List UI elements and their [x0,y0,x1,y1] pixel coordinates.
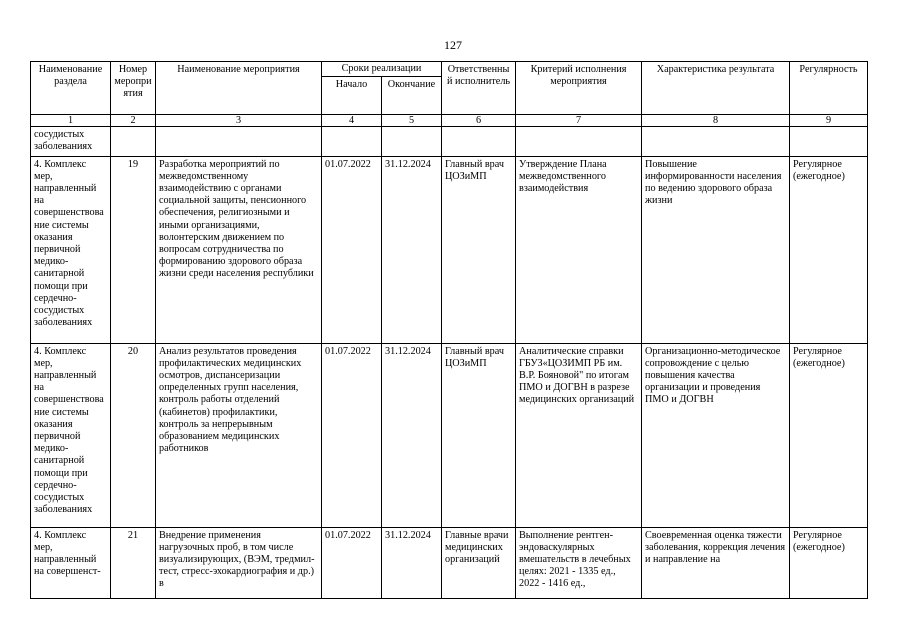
header-section: Наименование раздела [31,62,111,115]
end-cell: 31.12.2024 [382,343,442,527]
end-cell: 31.12.2024 [382,527,442,598]
number-cell: 21 [111,527,156,598]
table-row [31,343,868,527]
criterion-cell: Утверждение Плана межведомственного взаимодействия [516,156,642,343]
header-start: Начало [322,77,382,115]
regularity-cell: Регулярное (ежегодное) [790,527,868,598]
result-cell: Своевременная оценка тяжести заболевания, коррекция лечения и направление на [642,527,790,598]
responsible-cell: Главный врач ЦОЗиМП [442,156,516,343]
result-cell: Повышение информированности населения по ведению здорового образа жизни [642,156,790,343]
column-number: 2 [111,115,156,127]
page-number: 127 [444,38,462,52]
column-number-row [31,115,868,127]
header-result: Характеристика результата [642,62,790,115]
table-row [31,527,868,598]
event-cell: Анализ результатов проведения профилактических медицинских осмотров, диспансеризации определенных групп населения, контроль работы отделений (кабинетов) профилактики, контроль за непрерывным образованием медицинских работников [156,343,322,527]
responsible-cell: Главные врачи медицинских организаций [442,527,516,598]
column-number: 7 [516,115,642,127]
header-terms: Сроки реализации [322,62,442,77]
measures-table [30,61,868,599]
column-number: 5 [382,115,442,127]
section-cell: 4. Комплекс мер, направленный на совершенствование системы оказания первичной медико-санитарной помощи при сердечно-сосудистых заболеваниях [31,156,111,343]
header-criterion: Критерий исполнения мероприятия [516,62,642,115]
number-cell: 19 [111,156,156,343]
column-number: 1 [31,115,111,127]
regularity-cell: Регулярное (ежегодное) [790,343,868,527]
end-cell: 31.12.2024 [382,156,442,343]
column-number: 6 [442,115,516,127]
start-cell: 01.07.2022 [322,527,382,598]
result-cell: Организационно-методическое сопровождение с целью повышения качества организации и проведения ПМО и ДОГВН [642,343,790,527]
start-cell: 01.07.2022 [322,156,382,343]
responsible-cell: Главный врач ЦОЗиМП [442,343,516,527]
criterion-cell: Выполнение рентген-эндоваскулярных вмешательств в лечебных целях: 2021 - 1335 ед., 2022 - 1416 ед., [516,527,642,598]
column-number: 9 [790,115,868,127]
section-cell: 4. Комплекс мер, направленный на совершенствование системы оказания первичной медико-санитарной помощи при сердечно-сосудистых заболеваниях [31,343,111,527]
table-row [31,156,868,343]
header-responsible: Ответственный исполнитель [442,62,516,115]
number-cell: 20 [111,343,156,527]
criterion-cell: Аналитические справки ГБУЗ«ЦОЗИМП РБ им. В.Р. Бояновой" по итогам ПМО и ДОГВН в разрезе медицинских организаций [516,343,642,527]
header-row [31,62,868,77]
column-number: 8 [642,115,790,127]
header-end: Окончание [382,77,442,115]
event-cell: Разработка мероприятий по межведомственному взаимодействию с органами социальной защиты, пенсионного обеспечения, религиозными и иными организациями, волонтерским движением по вопросам сотрудничества по формированию здорового образа жизни среди населения республики [156,156,322,343]
column-number: 3 [156,115,322,127]
continuation-section-cell: сосудистых заболеваниях [31,127,111,156]
header-regularity: Регулярность [790,62,868,115]
start-cell: 01.07.2022 [322,343,382,527]
column-number: 4 [322,115,382,127]
header-event: Наименование мероприятия [156,62,322,115]
continuation-row [31,127,868,156]
regularity-cell: Регулярное (ежегодное) [790,156,868,343]
header-number: Номер мероприятия [111,62,156,115]
event-cell: Внедрение применения нагрузочных проб, в том числе визуализирующих, (ВЭМ, тредмил-тест, стресс-эхокардиография и др.) в [156,527,322,598]
section-cell: 4. Комплекс мер, направленный на совершенст- [31,527,111,598]
